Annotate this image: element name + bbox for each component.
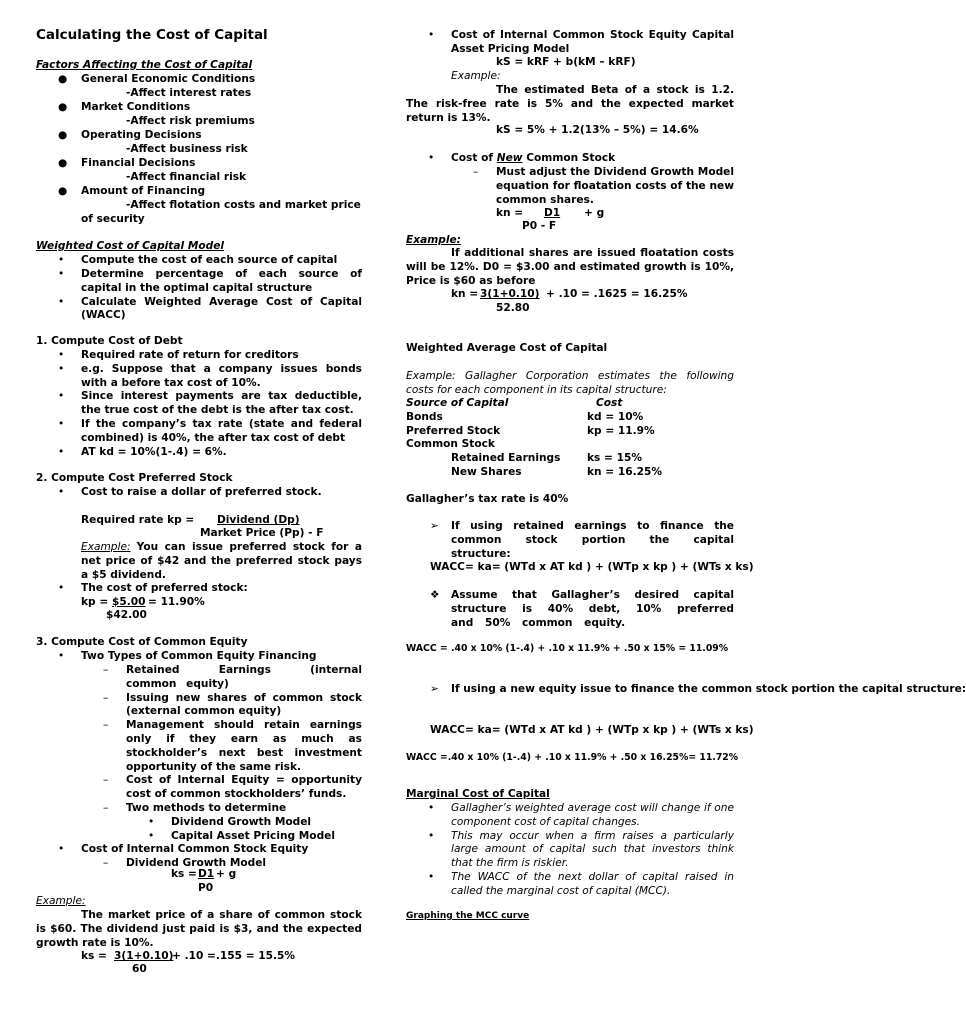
kn-formula-num: D1 — [544, 207, 561, 219]
capm-calc: kS = 5% + 1.2(13% – 5%) = 14.6% — [496, 124, 699, 136]
pref-example: Example: You can issue preferred stock for a net price of $42 and the preferred stock pays a $5 dividend. — [81, 541, 362, 581]
table-cell-cost: kn = 16.25% — [587, 466, 662, 478]
dgm-formula-den: P0 — [198, 882, 214, 894]
example-label: Example: — [36, 895, 86, 907]
graph-heading: Graphing the MCC curve — [406, 911, 530, 921]
bullet-icon: ● — [58, 157, 68, 169]
kn-formula-rest: + g — [584, 207, 605, 219]
table-cell-source: Bonds — [406, 411, 443, 423]
list-item: – Retained Earnings (internal common equity) — [103, 664, 362, 690]
list-item: ● Market Conditions -Affect risk premiums — [58, 101, 255, 127]
debt-list — [36, 349, 362, 459]
pref-formula-den: Market Price (Pp) - F — [200, 527, 324, 539]
list-item: • The cost of preferred stock: — [58, 582, 248, 594]
kn-formula-lhs: kn = — [496, 207, 524, 219]
table-cell-cost: kd = 10% — [587, 411, 644, 423]
bullet-icon: ● — [58, 129, 68, 141]
page-title: Calculating the Cost of Capital — [36, 27, 268, 43]
wacc-formula: WACC= ka= (WTd x AT kd ) + (WTp x kp ) + (WTs x ks) — [430, 561, 754, 573]
kn-formula-den: P0 - F — [522, 220, 557, 232]
pref-calc-num: $5.00 — [112, 596, 146, 608]
list-item: ● Amount of Financing -Affect flotation costs and market price of security — [58, 185, 361, 225]
pref-formula-num: Dividend (Dp) — [217, 514, 300, 526]
list-item: • This may occur when a firm raises a particularly large amount of capital such that investors think that the firm is riskier. — [428, 829, 734, 870]
table-cell-source: Common Stock — [406, 438, 495, 450]
example-calc-num: 3(1+0.10) — [114, 950, 174, 962]
pref-calc-den: $42.00 — [106, 609, 147, 621]
example-calc-den: 60 — [132, 963, 147, 975]
example-calc-num: 3(1+0.10) — [480, 288, 540, 300]
list-item: – Must adjust the Dividend Growth Model equation for floatation costs of the new common shares. — [473, 166, 734, 206]
list-item: • Compute the cost of each source of capital — [58, 254, 338, 266]
wacc-heading: Weighted Average Cost of Capital — [406, 342, 608, 354]
table-header-cost: Cost — [596, 397, 623, 409]
example-calc-rest: + .10 =.155 = 15.5% — [172, 950, 296, 962]
list-item: ● Financial Decisions -Affect financial risk — [58, 157, 247, 183]
list-item: ➢ If using a new equity issue to finance the common stock portion the capital structure: — [430, 683, 966, 695]
wacc-formula: WACC= ka= (WTd x AT kd ) + (WTp x kp ) + (WTs x ks) — [430, 724, 754, 736]
list-item: • Required rate of return for creditors — [58, 349, 299, 361]
list-item: • Cost of New Common Stock — [428, 152, 616, 164]
list-item: • Two Types of Common Equity Financing — [58, 650, 317, 662]
wacc-calc: WACC =.40 x 10% (1-.4) + .10 x 11.9% + .50 x 16.25%= 11.72% — [406, 752, 739, 763]
example-label: Example: — [406, 234, 461, 246]
list-item: • If the company’s tax rate (state and federal combined) is 40%, the after tax cost of debt — [58, 417, 362, 444]
dgm-formula-rest: + g — [216, 868, 237, 880]
list-item: – Issuing new shares of common stock (external common equity) — [103, 691, 362, 718]
factors-list — [36, 73, 362, 227]
tax-rate: Gallagher’s tax rate is 40% — [406, 493, 569, 505]
list-item: • Cost of Internal Common Stock Equity Capital Asset Pricing Model — [428, 29, 734, 55]
list-item: • Dividend Growth Model — [148, 815, 312, 828]
list-item: • e.g. Suppose that a company issues bonds with a before tax cost of 10%. — [58, 362, 362, 389]
pref-formula-lhs: Required rate kp = — [81, 514, 195, 526]
list-item: • Calculate Weighted Average Cost of Capital (WACC) — [58, 295, 362, 322]
table-cell-cost: kp = 11.9% — [587, 425, 655, 437]
bullet-icon: ● — [58, 101, 68, 113]
capm-formula: kS = kRF + b(kM – kRF) — [496, 56, 636, 68]
pref-heading: 2. Compute Cost Preferred Stock — [36, 472, 233, 484]
table-header-source: Source of Capital — [406, 397, 509, 409]
list-item: • Cost of Internal Common Stock Equity — [58, 843, 309, 856]
list-item: – Dividend Growth Model — [103, 857, 267, 870]
dgm-formula-num: D1 — [198, 868, 215, 880]
table-cell-cost: ks = 15% — [587, 452, 642, 464]
wacc-intro: Example: Gallagher Corporation estimates the following costs for each component in its capital structure: — [406, 370, 734, 396]
bullet-icon: ● — [58, 185, 68, 197]
example-calc-lhs: kn = — [451, 288, 479, 300]
debt-heading: 1. Compute Cost of Debt — [36, 335, 183, 347]
list-item: – Management should retain earnings only if they earn as much as stockholder’s next best investment opportunity of the same risk. — [103, 719, 362, 773]
bullet-icon: ● — [58, 73, 68, 85]
factors-heading: Factors Affecting the Cost of Capital — [36, 59, 253, 71]
table-cell-source: New Shares — [451, 466, 522, 478]
dgm-formula-lhs: ks = — [171, 868, 197, 880]
wcc-list — [36, 254, 362, 323]
list-item: – Two methods to determine — [103, 801, 287, 814]
wacc-calc: WACC = .40 x 10% (1-.4) + .10 x 11.9% + .50 x 15% = 11.09% — [406, 643, 729, 654]
list-item: • Determine percentage of each source of capital in the optimal capital structure — [58, 268, 362, 294]
arrow-icon: ➢ — [430, 520, 439, 532]
list-item: • AT kd = 10%(1-.4) = 6%. — [58, 445, 227, 458]
pref-calc-result: = 11.90% — [148, 596, 205, 608]
equity-heading: 3. Compute Cost of Common Equity — [36, 636, 248, 648]
list-item: ● Operating Decisions -Affect business risk — [58, 129, 248, 155]
table-cell-source: Preferred Stock — [406, 425, 501, 437]
example-calc-lhs: ks = — [81, 950, 107, 962]
list-item: – Cost of Internal Equity = opportunity cost of common stockholders’ funds. — [103, 774, 362, 801]
list-item: • Since interest payments are tax deductible, the true cost of the debt is the after tax cost. — [58, 390, 362, 417]
mcc-list — [406, 802, 734, 899]
list-item: ● General Economic Conditions -Affect interest rates — [58, 73, 256, 99]
wcc-heading: Weighted Cost of Capital Model — [36, 240, 225, 252]
list-item: ➢ If using retained earnings to finance the common stock portion the capital structure: — [430, 520, 734, 560]
mcc-heading: Marginal Cost of Capital — [406, 788, 550, 800]
example-calc-rest: + .10 = .1625 = 16.25% — [546, 288, 688, 300]
list-item: • Gallagher’s weighted average cost will change if one component cost of capital changes. — [428, 802, 734, 828]
list-item: • Capital Asset Pricing Model — [148, 829, 335, 842]
capm-example-label: Example: — [451, 70, 501, 82]
table-cell-source: Retained Earnings — [451, 452, 561, 464]
list-item: ❖ Assume that Gallagher’s desired capital structure is 40% debt, 10% preferred and 50% common equity. — [430, 589, 734, 629]
list-item: • The WACC of the next dollar of capital raised in called the marginal cost of capital (MCC). — [428, 870, 734, 897]
equity-dash-list — [36, 664, 362, 871]
example-text: The market price of a share of common stock is $60. The dividend just paid is $3, and the expected growth rate is 10%. — [36, 909, 362, 949]
capm-example-text: The estimated Beta of a stock is 1.2. The risk-free rate is 5% and the expected market return is 13%. — [406, 84, 734, 124]
pref-calc-lhs: kp = — [81, 596, 109, 608]
example-text: If additional shares are issued floatation costs will be 12%. D0 = $3.00 and estimated growth is 10%, Price is $60 as before — [406, 247, 734, 287]
diamond-icon: ❖ — [430, 589, 440, 601]
arrow-icon: ➢ — [430, 683, 439, 695]
list-item: • Cost to raise a dollar of preferred stock. — [58, 486, 322, 498]
example-calc-den: 52.80 — [496, 302, 530, 314]
